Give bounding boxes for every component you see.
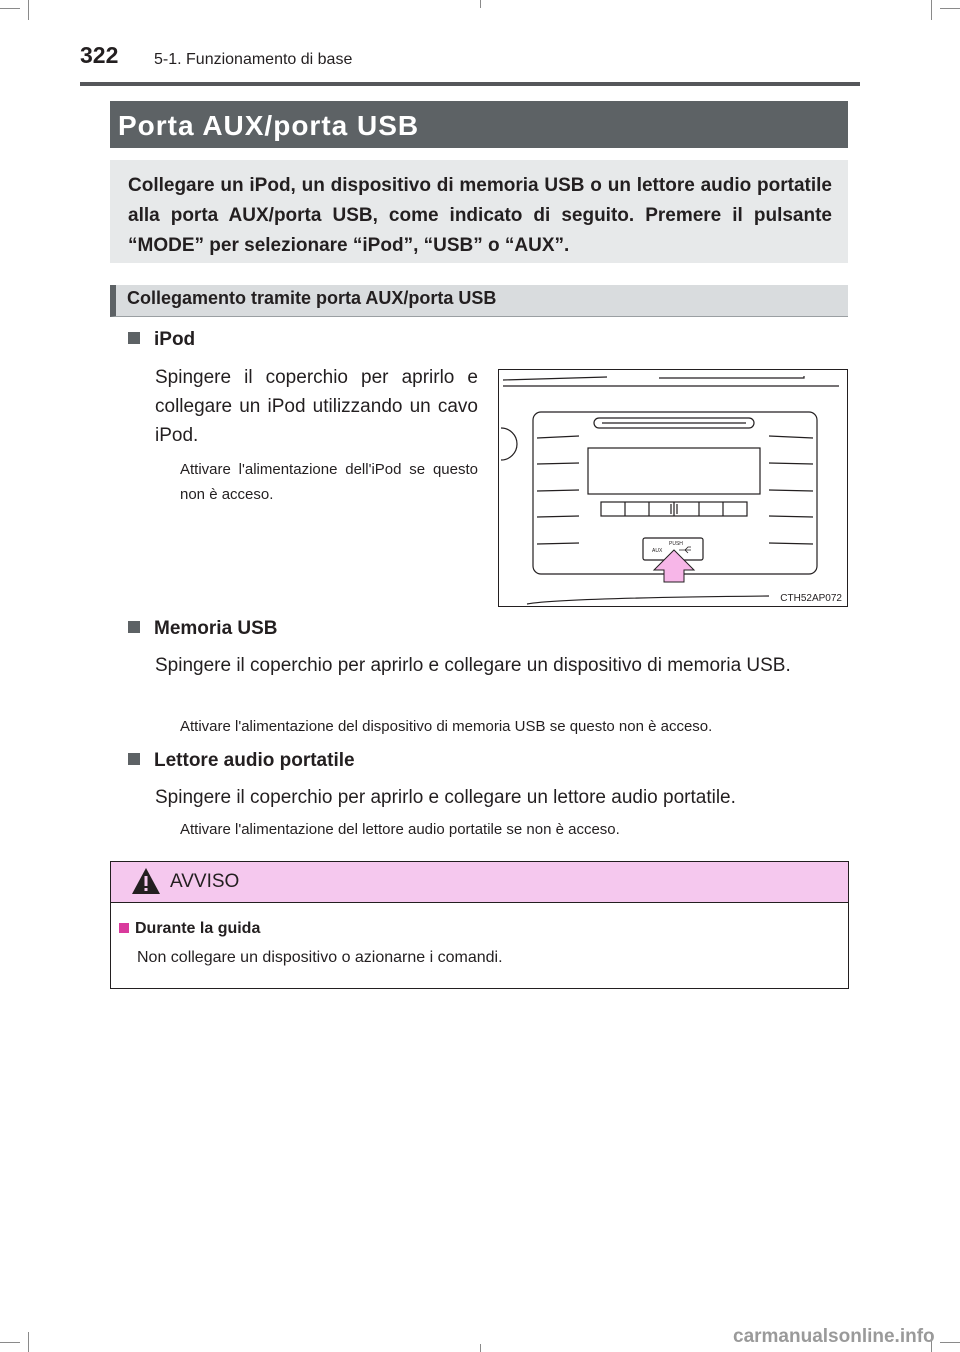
subsection-header: Collegamento tramite porta AUX/porta USB: [110, 285, 848, 317]
item-note-portable: Attivare l'alimentazione del lettore audio portatile se non è acceso.: [180, 821, 620, 838]
crop-mark: [480, 0, 481, 8]
item-note-usb: Attivare l'alimentazione del dispositivo di memoria USB se questo non è acceso.: [180, 718, 713, 735]
crop-mark: [480, 1344, 481, 1352]
warning-heading-label: Durante la guida: [135, 920, 261, 937]
section-label: 5-1. Funzionamento di base: [154, 51, 353, 68]
item-heading-usb: [128, 618, 278, 640]
arrow-up-icon: [654, 550, 694, 582]
square-bullet-icon: [128, 621, 140, 633]
item-note-ipod: Attivare l'alimentazione dell'iPod se questo non è acceso.: [180, 461, 478, 503]
item-text-ipod: Spingere il coperchio per aprirlo e collegare un iPod utilizzando un cavo iPod.: [155, 367, 478, 446]
figure-code: CTH52AP072: [780, 593, 842, 604]
audio-unit-illustration: [499, 370, 849, 608]
item-heading-label: iPod: [154, 329, 196, 350]
port-aux-label: AUX: [652, 548, 663, 554]
item-heading-ipod: [128, 329, 195, 351]
usb-icon: [679, 547, 691, 553]
warning-triangle-icon: [131, 867, 161, 895]
item-heading-label: Lettore audio portatile: [154, 750, 355, 771]
warning-heading: [119, 920, 260, 938]
port-push-label: PUSH: [669, 541, 683, 547]
item-text-usb: Spingere il coperchio per aprirlo e collegare un dispositivo di memoria USB.: [155, 655, 791, 676]
intro-box: [110, 160, 848, 263]
crop-mark: [0, 8, 20, 9]
header-rule: [80, 82, 860, 86]
warning-text: Non collegare un dispositivo o azionarne i comandi.: [137, 949, 503, 966]
warning-header: [111, 862, 848, 903]
crop-mark: [940, 1342, 960, 1343]
watermark: carmanualsonline.info: [733, 1326, 935, 1347]
crop-mark: [940, 8, 960, 9]
audio-unit-figure: [498, 369, 848, 607]
square-bullet-icon: [128, 332, 140, 344]
square-bullet-icon: [128, 753, 140, 765]
crop-mark: [28, 0, 29, 20]
crop-mark: [931, 0, 932, 20]
intro-text: Collegare un iPod, un dispositivo di memoria USB o un lettore audio portatile alla porta AUX/porta USB, come indicato di seguito. Premere il pulsante “MODE” per selezionare “iPod”, “USB” o “AUX”.: [128, 175, 832, 256]
warning-title: AVVISO: [170, 871, 240, 892]
page-number: 322: [80, 42, 119, 68]
crop-mark: [28, 1332, 29, 1352]
warning-box: [110, 861, 849, 989]
square-bullet-icon: [119, 923, 129, 933]
page-title: Porta AUX/porta USB: [110, 101, 848, 148]
item-heading-portable: [128, 750, 355, 772]
item-heading-label: Memoria USB: [154, 618, 278, 639]
crop-mark: [0, 1342, 20, 1343]
item-text-portable: Spingere il coperchio per aprirlo e collegare un lettore audio portatile.: [155, 787, 736, 808]
